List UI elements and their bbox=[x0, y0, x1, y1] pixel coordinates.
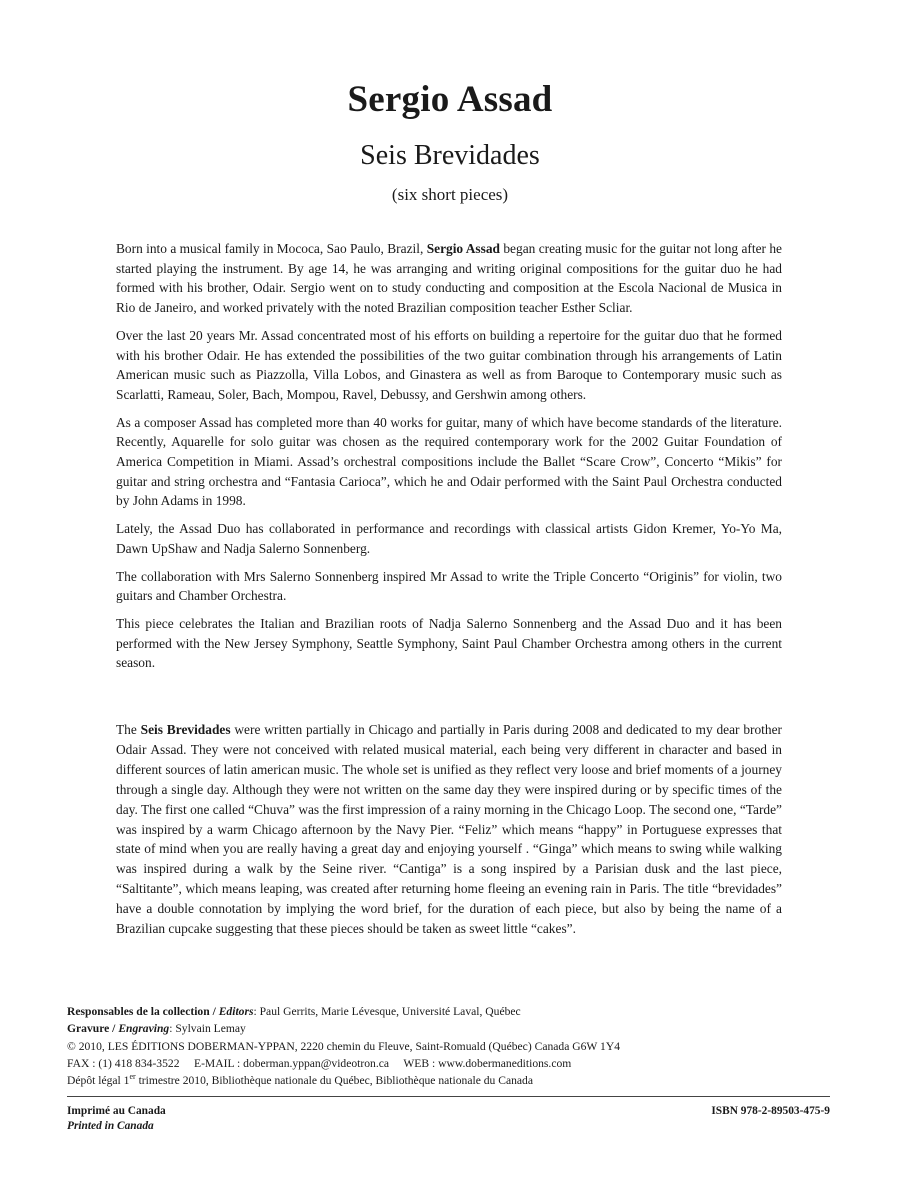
bio-paragraph-5: The collaboration with Mrs Salerno Sonnenberg inspired Mr Assad to write the Triple Concerto “Originis” for violin, two guitars and Chamber Orchestra. bbox=[116, 568, 782, 604]
isbn-number: ISBN 978-2-89503-475-9 bbox=[711, 1105, 830, 1117]
copyright-line: © 2010, LES ÉDITIONS DOBERMAN-YPPAN, 2220 chemin du Fleuve, Saint-Romuald (Québec) Canada G6W 1Y4 bbox=[67, 1039, 621, 1053]
bio-paragraph-3: As a composer Assad has completed more than 40 works for guitar, many of which have become standards of the literature. Recently, Aquarelle for solo guitar was chosen as the required contemporary work for the 2002 Guitar Foundation of America Competition in Miami. Assad’s orchestral compositions include the Ballet “Scare Crow”, Concerto “Mikis” for guitar and string orchestra and “Fantasia Carioca”, which he and Odair performed with the Saint Paul Orchestra conducted by John Adams in 1998. bbox=[116, 414, 782, 509]
work-title-bold: Seis Brevidades bbox=[140, 722, 231, 737]
printed-in-block bbox=[67, 1104, 166, 1134]
program-notes-section bbox=[116, 720, 782, 947]
bio-paragraph-4: Lately, the Assad Duo has collaborated in performance and recordings with classical artists Gidon Kremer, Yo-Yo Ma, Dawn UpShaw and Nadja Salerno Sonnenberg. bbox=[116, 521, 782, 556]
footer-divider bbox=[67, 1096, 830, 1097]
work-subtitle: (six short pieces) bbox=[391, 185, 509, 204]
biography-section bbox=[116, 239, 782, 681]
bio-paragraph-1: Born into a musical family in Mococa, Sao Paulo, Brazil, Sergio Assad began creating music for the guitar not long after he started playing the instrument. By age 14, he was arranging and writing original compositions for the guitar duo he had formed with his brother, Odair. Sergio went on to study conducting and composition at the Escola Nacional de Musica in Rio de Janeiro, and worked privately with the noted Brazilian composition teacher Esther Scliar. bbox=[116, 241, 782, 316]
printed-en: Printed in Canada bbox=[67, 1120, 154, 1132]
bio-paragraph-2: Over the last 20 years Mr. Assad concentrated most of his efforts on building a repertoire for the guitar duo that he formed with his brother Odair. He has extended the possibilities of the two guitar combination through his arrangements of Latin American music such as Piazzolla, Villa Lobos, and Ginastera as well as from Baroque to Contemporary music such as Scarlatti, Rameau, Soler, Bach, Mompou, Ravel, Debussy, and Gershwin among others. bbox=[116, 327, 782, 402]
bio-paragraph-6: This piece celebrates the Italian and Brazilian roots of Nadja Salerno Sonnenberg and the Assad Duo and it has been performed with the New Jersey Symphony, Seattle Symphony, Saint Paul Chamber Orchestra among others in the current season. bbox=[116, 615, 782, 671]
work-title: Seis Brevidades bbox=[360, 140, 540, 171]
legal-deposit-line: Dépôt légal 1er trimestre 2010, Bibliothèque nationale du Québec, Bibliothèque nationale du Canada bbox=[67, 1072, 533, 1088]
program-notes-paragraph: The Seis Brevidades were written partially in Chicago and partially in Paris during 2008 and dedicated to my dear brother Odair Assad. They were not conceived with related musical material, each being very different in character and based in different sources of latin american music. The whole set is unified as they reflect very loose and brief moments of a journey through a single day. Although they were not written on the same day they were inspired during or by specific times of the day. The first one called “Chuva” was the first impression of a rainy morning in the Chicago Loop. The second one, “Tarde” was inspired by a warm Chicago afternoon by the Navy Pier. “Feliz” which means “happy” in Portuguese expresses that state of mind when you are really having a great day and enjoying yourself . “Ginga” which means to swing while walking was inspired during a walk by the Seine river. “Cantiga” is a song inspired by a Parisian dusk and the last piece, “Saltitante”, which means leaping, was created after returning home fleeing an evening rain in Paris. The title “brevidades” have a double connotation by implying the word brief, for the duration of each piece, but also by being the name of a Brazilian cupcake suggesting that these pieces should be taken as sweet little “cakes”. bbox=[116, 722, 783, 937]
editors-line: Responsables de la collection / Editors: Paul Gerrits, Marie Lévesque, Université Laval, Québec bbox=[67, 1005, 521, 1018]
composer-name: Sergio Assad bbox=[347, 79, 553, 120]
printed-fr: Imprimé au Canada bbox=[67, 1105, 166, 1117]
engraving-line: Gravure / Engraving: Sylvain Lemay bbox=[67, 1022, 246, 1036]
composer-name-bold: Sergio Assad bbox=[426, 241, 500, 256]
credits-block bbox=[67, 1003, 847, 1089]
contact-line: FAX : (1) 418 834-3522 E-MAIL : doberman.yppan@videotron.ca WEB : www.dobermaneditions.com bbox=[67, 1056, 572, 1070]
